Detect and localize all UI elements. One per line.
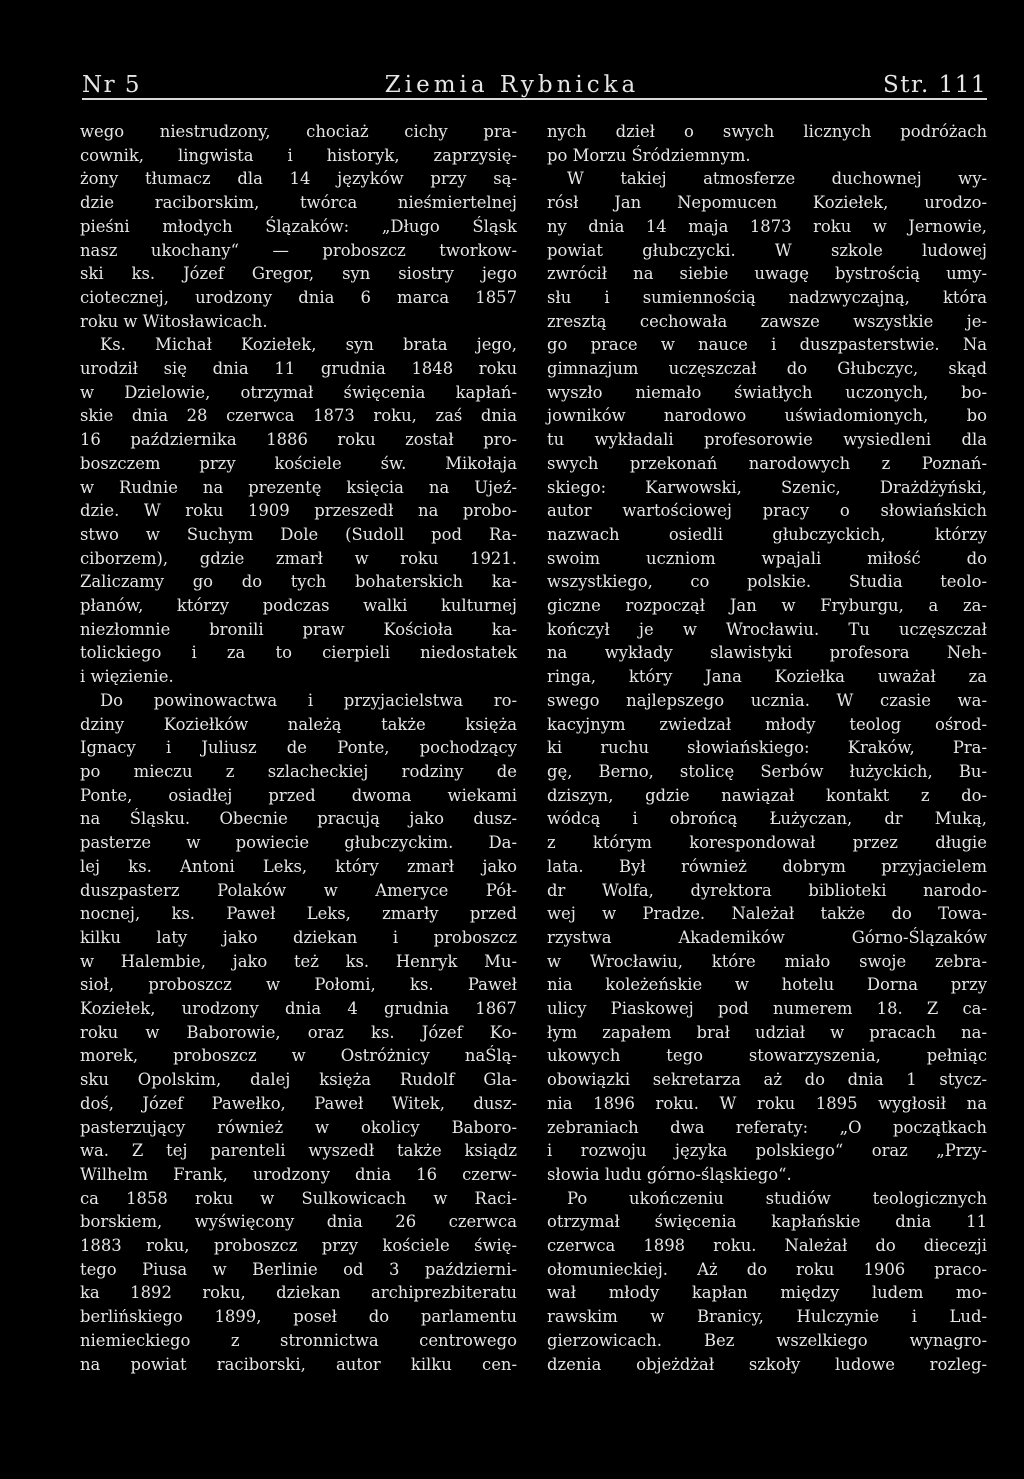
text-line: w Wrocławiu, które miało swoje zebra- xyxy=(547,951,987,971)
text-line: obowiązki sekretarza aż do dnia 1 stycz- xyxy=(547,1070,987,1090)
text-line: lej ks. Antoni Leks, który zmarł jako xyxy=(80,856,517,876)
text-line: z którym korespondował przez długie xyxy=(547,833,987,853)
text-line: swych przekonań narodowych z Poznań- xyxy=(547,453,987,473)
text-line: nasz ukochany“ — proboszcz tworkow- xyxy=(80,240,517,260)
text-line: autor wartościowej pracy o słowiańskich xyxy=(547,501,987,521)
text-line: zresztą cechowała zawsze wszystkie je- xyxy=(547,311,987,331)
text-line: ny dnia 14 maja 1873 roku w Jernowie, xyxy=(547,216,987,236)
text-line: na wykłady slawistyki profesora Neh- xyxy=(547,643,987,663)
text-line: gierzowicach. Bez wszelkiego wynagro- xyxy=(547,1330,987,1350)
text-line: pieśni młodych Ślązaków: „Długo Śląsk xyxy=(80,216,517,236)
text-line: roku w Baborowie, oraz ks. Józef Ko- xyxy=(80,1022,517,1042)
text-line: duszpasterz Polaków w Ameryce Pół- xyxy=(80,880,517,900)
text-line: Ignacy i Juliusz de Ponte, pochodzący xyxy=(80,738,517,758)
text-line: swoim uczniom wpajali miłość do xyxy=(547,548,987,568)
text-line: tu wykładali profesorowie wysiedleni dla xyxy=(547,430,987,450)
text-line: Ponte, osiadłej przed dwoma wiekami xyxy=(80,785,517,805)
text-line: rósł Jan Nepomucen Koziełek, urodzo- xyxy=(547,193,987,213)
text-line: urodził się dnia 11 grudnia 1848 roku xyxy=(80,359,517,379)
text-line: 1883 roku, proboszcz przy kościele świę- xyxy=(80,1236,517,1256)
text-line: ukowych tego stowarzyszenia, pełniąc xyxy=(547,1046,987,1066)
text-line: dzenia objeżdżał szkoły ludowe rozleg- xyxy=(547,1354,987,1374)
text-line: w Dzielowie, otrzymał święcenia kapłań- xyxy=(80,382,517,402)
text-line: na powiat raciborski, autor kilku cen- xyxy=(80,1354,517,1374)
text-line: nia koleżeńskie w hotelu Dorna przy xyxy=(547,975,987,995)
text-line: dzie raciborskim, twórca nieśmiertelnej xyxy=(80,193,517,213)
text-line: żony tłumacz dla 14 języków przy są- xyxy=(80,169,517,189)
text-line: ski ks. Józef Gregor, syn siostry jego xyxy=(80,264,517,284)
text-line: skiego: Karwowski, Szenic, Drażdżyński, xyxy=(547,477,987,497)
text-line: stwo w Suchym Dole (Sudoll pod Ra- xyxy=(80,524,517,544)
text-line: nocnej, ks. Paweł Leks, zmarły przed xyxy=(80,904,517,924)
text-line: wał młody kapłan między ludem mo- xyxy=(547,1283,987,1303)
text-line: 16 października 1886 roku został pro- xyxy=(80,430,517,450)
text-line: nych dzieł o swych licznych podróżach xyxy=(547,122,987,141)
text-line: giczne rozpoczął Jan w Fryburgu, a za- xyxy=(547,596,987,616)
text-line: ringa, który Jana Koziełka uważał za xyxy=(547,667,987,687)
text-line: ciborzem), gdzie zmarł w roku 1921. xyxy=(80,548,517,568)
text-line: powiat głubczycki. W szkole ludowej xyxy=(547,240,987,260)
text-line: Ks. Michał Koziełek, syn brata jego, xyxy=(100,335,517,355)
text-line: berlińskiego 1899, poseł do parlamentu xyxy=(80,1307,517,1327)
text-line: kacyjnym zwiedzał młody teolog ośrod- xyxy=(547,714,987,734)
text-line: wa. Z tej parenteli wyszedł także ksiądz xyxy=(80,1141,517,1161)
text-line: czerwca 1898 roku. Należał do diecezji xyxy=(547,1236,987,1256)
text-line: Koziełek, urodzony dnia 4 grudnia 1867 xyxy=(80,999,517,1019)
text-line: Wilhelm Frank, urodzony dnia 16 czerw- xyxy=(80,1164,517,1184)
text-line: gę, Berno, stolicę Serbów łużyckich, Bu- xyxy=(547,761,987,781)
text-line: lata. Był również dobrym przyjacielem xyxy=(547,856,987,876)
text-line: słowia ludu górno-śląskiego“. xyxy=(547,1164,792,1184)
text-line: ka 1892 roku, dziekan archiprezbiteratu xyxy=(80,1283,517,1303)
text-line: otrzymał święcenia kapłańskie dnia 11 xyxy=(547,1212,987,1232)
text-line: wódcą i obrońcą Łużyczan, dr Muką, xyxy=(547,809,987,829)
newspaper-title: Ziemia Rybnicka xyxy=(384,72,640,98)
text-line: jowników narodowo uświadomionych, bo xyxy=(547,406,987,426)
page-number: Str. 111 xyxy=(882,72,987,98)
text-line: płanów, którzy podczas walki kulturnej xyxy=(80,596,517,616)
text-line: go prace w nauce i duszpasterstwie. Na xyxy=(547,335,987,355)
text-line: ołomunieckiej. Aż do roku 1906 praco- xyxy=(547,1259,987,1279)
text-line: rawskim w Branicy, Hulczynie i Lud- xyxy=(547,1307,987,1327)
text-line: tego Piusa w Berlinie od 3 październi- xyxy=(80,1259,517,1279)
text-line: kończył je w Wrocławiu. Tu uczęszczał xyxy=(547,619,987,639)
text-line: ki ruchu słowiańskiego: Kraków, Pra- xyxy=(547,738,987,758)
left-column xyxy=(80,120,517,1376)
text-line: po Morzu Śródziemnym. xyxy=(547,145,751,165)
text-line: cownik, lingwista i historyk, zaprzysię- xyxy=(80,145,517,165)
text-line: morek, proboszcz w Ostróżnicy naŚlą- xyxy=(80,1046,517,1066)
text-line: dr Wolfa, dyrektora biblioteki narodo- xyxy=(547,880,987,900)
header-rule xyxy=(82,98,987,100)
text-line: zwrócił na siebie uwagę bystrością umy- xyxy=(547,264,987,284)
text-line: pasterzujący również w okolicy Baboro- xyxy=(80,1117,517,1137)
text-line: pasterze w powiecie głubczyckim. Da- xyxy=(80,833,517,853)
text-line: słu i sumiennością nadzwyczajną, która xyxy=(547,287,987,307)
text-line: Po ukończeniu studiów teologicznych xyxy=(567,1188,987,1208)
text-line: sioł, proboszcz w Połomi, ks. Paweł xyxy=(80,975,517,995)
text-line: dzie. W roku 1909 przeszedł na probo- xyxy=(80,501,517,521)
text-line: rzystwa Akademików Górno-Ślązaków xyxy=(547,927,987,947)
text-line: gimnazjum uczęszczał do Głubczyc, skąd xyxy=(547,359,987,379)
text-line: borskiem, wyświęcony dnia 26 czerwca xyxy=(80,1212,517,1232)
text-line: ulicy Piaskowej pod numerem 18. Z ca- xyxy=(547,999,987,1019)
text-line: dziny Koziełków należą także księża xyxy=(80,714,517,734)
text-line: nazwach osiedli głubczyckich, którzy xyxy=(547,524,987,544)
text-line: swego najlepszego ucznia. W czasie wa- xyxy=(547,690,987,710)
text-line: w Rudnie na prezentę księcia na Ujeź- xyxy=(80,477,517,497)
text-line: w Halembie, jako też ks. Henryk Mu- xyxy=(80,951,517,971)
text-line: na Śląsku. Obecnie pracują jako dusz- xyxy=(80,809,517,829)
right-column xyxy=(547,120,987,1376)
text-line: dziszyn, gdzie nawiązał kontakt z do- xyxy=(547,785,987,805)
text-line: W takiej atmosferze duchownej wy- xyxy=(567,169,987,189)
text-line: ca 1858 roku w Sulkowicach w Raci- xyxy=(80,1188,517,1208)
page-header xyxy=(82,62,987,98)
issue-number: Nr 5 xyxy=(82,72,142,98)
text-line: sku Opolskim, dalej księża Rudolf Gla- xyxy=(80,1070,517,1090)
text-line: po mieczu z szlacheckiej rodziny de xyxy=(80,761,517,781)
text-line: Do powinowactwa i przyjacielstwa ro- xyxy=(100,690,517,710)
text-line: i więzienie. xyxy=(80,667,174,687)
text-line: wszystkiego, co polskie. Studia teolo- xyxy=(547,572,987,592)
text-line: nia 1896 roku. W roku 1895 wygłosił na xyxy=(547,1093,987,1113)
text-line: wego niestrudzony, chociaż cichy pra- xyxy=(80,122,517,141)
text-line: tolickiego i za to cierpieli niedostatek xyxy=(80,643,517,663)
text-line: kilku laty jako dziekan i proboszcz xyxy=(80,927,517,947)
text-line: doś, Józef Pawełko, Paweł Witek, dusz- xyxy=(80,1093,517,1113)
text-line: i rozwoju języka polskiego“ oraz „Przy- xyxy=(547,1141,987,1161)
text-line: wyszło niemało światłych uczonych, bo- xyxy=(547,382,987,402)
text-line: skie dnia 28 czerwca 1873 roku, zaś dnia xyxy=(80,406,517,426)
text-line: niemieckiego z stronnictwa centrowego xyxy=(80,1330,517,1350)
text-line: wej w Pradze. Należał także do Towa- xyxy=(547,904,987,924)
text-line: roku w Witosławicach. xyxy=(80,311,268,331)
text-line: ciotecznej, urodzony dnia 6 marca 1857 xyxy=(80,287,517,307)
text-line: boszczem przy kościele św. Mikołaja xyxy=(80,453,517,473)
text-line: zebraniach dwa referaty: „O początkach xyxy=(547,1117,987,1137)
text-line: niezłomnie bronili praw Kościoła ka- xyxy=(80,619,517,639)
text-line: łym zapałem brał udział w pracach na- xyxy=(547,1022,987,1042)
text-line: Zaliczamy go do tych bohaterskich ka- xyxy=(80,572,517,592)
